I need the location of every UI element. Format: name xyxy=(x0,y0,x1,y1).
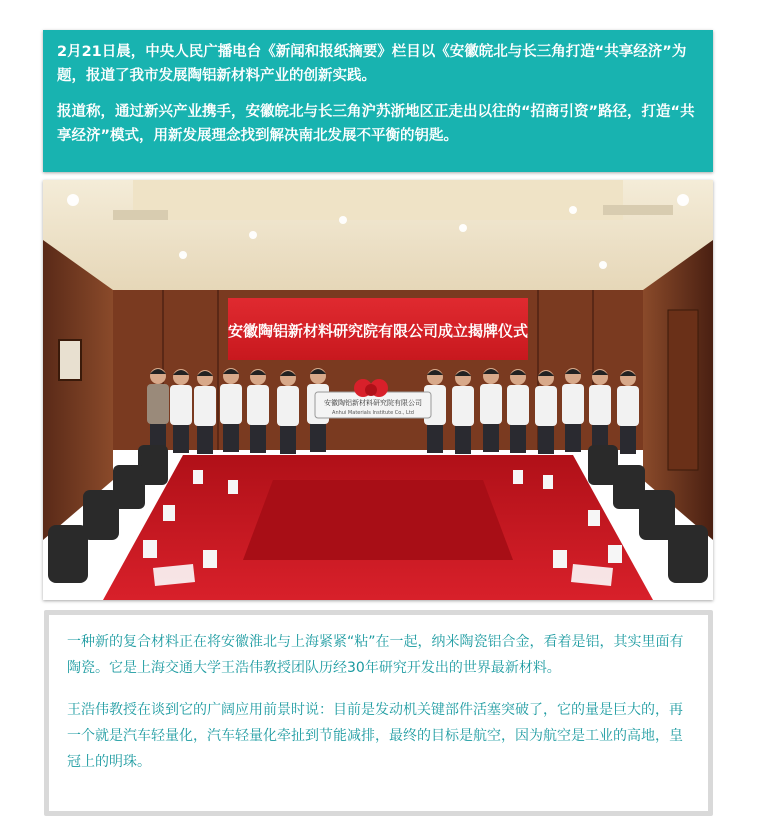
banner-text: 安徽陶铝新材料研究院有限公司成立揭牌仪式 xyxy=(227,322,529,340)
body-paragraph-1: 一种新的复合材料正在将安徽淮北与上海紧紧“粘”在一起，纳米陶瓷铝合金，看着是铝，其实里面有陶瓷。它是上海交通大学王浩伟教授团队历经30年研究开发出的世界最新材料。 xyxy=(67,634,684,676)
plaque-text: 安徽陶铝新材料研究院有限公司 xyxy=(324,399,422,407)
intro-paragraph-2: 报道称，通过新兴产业携手，安徽皖北与长三角沪苏浙地区正走出以往的“招商引资”路径，打造“共享经济”模式，用新发展理念找到解决南北发展不平衡的钥匙。 xyxy=(57,104,695,144)
body-paragraph-2: 王浩伟教授在谈到它的广阔应用前景时说：目前是发动机关键部件活塞突破了，它的量是巨大的，再一个就是汽车轻量化，汽车轻量化牵扯到节能减排，最终的目标是航空，因为航空是工业的高地，皇冠上的明珠。 xyxy=(67,702,683,770)
article-body-box xyxy=(44,610,713,816)
intro-summary-box xyxy=(43,30,713,172)
plaque-subtext: Anhui Materials Institute Co., Ltd xyxy=(332,410,414,416)
intro-paragraph-1: 2月21日晨，中央人民广播电台《新闻和报纸摘要》栏目以《安徽皖北与长三角打造“共享经济”为题，报道了我市发展陶铝新材料产业的创新实践。 xyxy=(57,44,687,84)
ceremony-photo xyxy=(43,180,713,600)
